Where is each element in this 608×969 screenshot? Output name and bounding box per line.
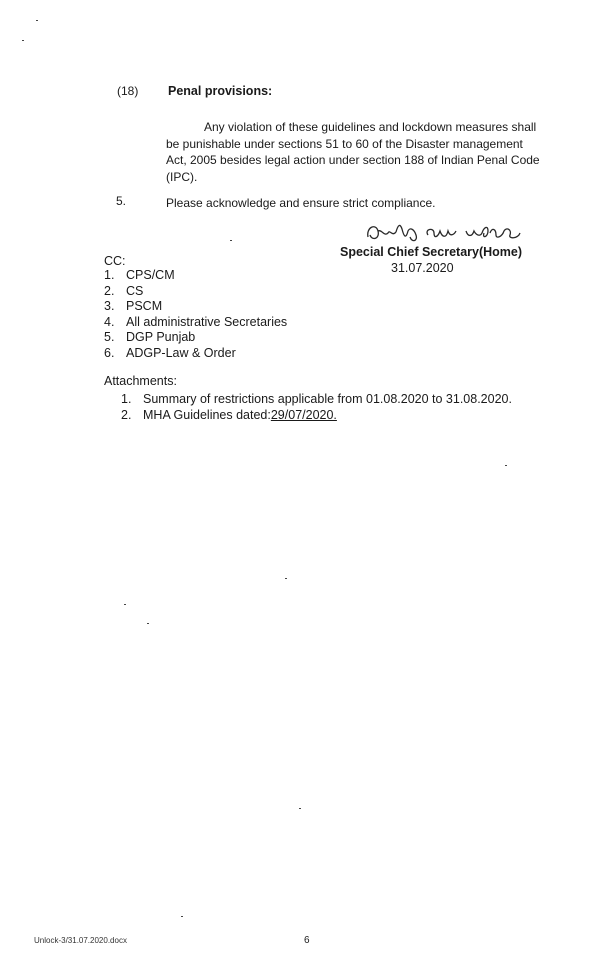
handwritten-signature [362, 219, 527, 247]
section-line-1: Any violation of these guidelines and lockdown measures shall [204, 120, 537, 134]
list-item: 5. DGP Punjab [104, 330, 196, 344]
list-item: 3. PSCM [104, 299, 163, 313]
section-body [166, 119, 542, 185]
scan-speck [285, 578, 287, 579]
attachments-label: Attachments: [104, 374, 177, 388]
scan-speck [230, 240, 232, 241]
section-line-3: Act, 2005 besides legal action under section 188 of Indian Penal Code [166, 153, 540, 167]
scan-speck [505, 465, 507, 466]
underlined-date: 29/07/2020. [270, 407, 337, 422]
paragraph-number: 5. [116, 194, 127, 208]
cc-list [104, 268, 287, 361]
section-line-4: (IPC). [166, 169, 198, 184]
list-item: 4. All administrative Secretaries [104, 314, 288, 329]
footer-filename: Unlock-3/31.07.2020.docx [34, 936, 127, 945]
signature-scribble [362, 219, 527, 247]
list-item: 2. CS [104, 283, 144, 298]
scan-speck [181, 916, 183, 917]
section-line-2: be punishable under sections 51 to 60 of the Disaster management [166, 136, 523, 151]
paragraph-text: Please acknowledge and ensure strict compliance. [166, 196, 436, 210]
page-number: 6 [304, 935, 310, 946]
section-heading: Penal provisions: [168, 84, 273, 98]
section-number: (18) [117, 84, 139, 98]
cc-label: CC: [104, 254, 126, 268]
list-item: 6. ADGP-Law & Order [104, 345, 236, 360]
scan-speck [22, 40, 24, 41]
signature-date: 31.07.2020 [391, 261, 454, 275]
scan-speck [124, 604, 126, 605]
list-item: 1. CPS/CM [104, 268, 175, 282]
signatory-title: Special Chief Secretary(Home) [340, 245, 523, 259]
list-item: 1. Summary of restrictions applicable from 01.08.2020 to 31.08.2020. [121, 392, 512, 406]
attachments-list [121, 392, 512, 423]
scan-speck [299, 808, 301, 809]
scan-speck [36, 20, 38, 21]
scan-speck [147, 623, 149, 624]
list-item: 2. MHA Guidelines dated: 29/07/2020. [121, 407, 337, 422]
